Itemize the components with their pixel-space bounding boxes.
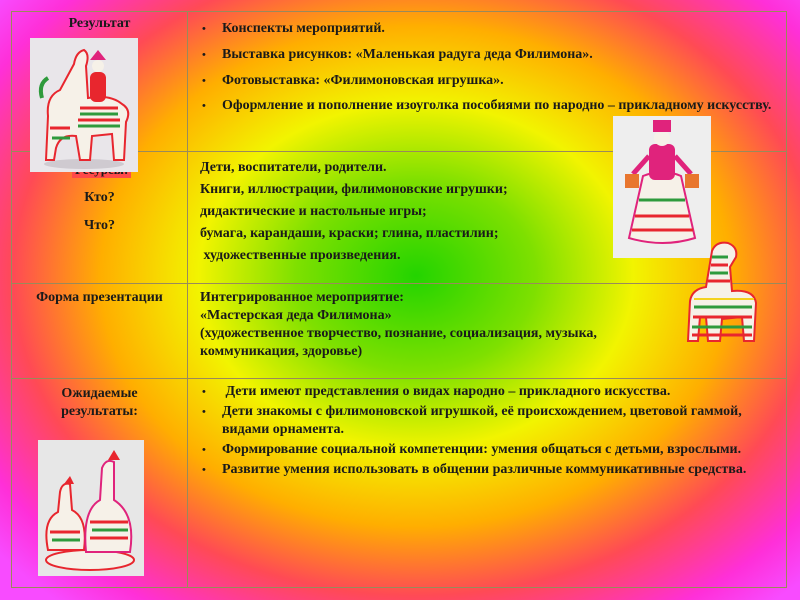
row-presentation — [12, 284, 787, 379]
list-item: • Конспекты мероприятий. — [188, 16, 780, 42]
list-item: • Развитие умения использовать в общении различные коммуникативные средства. — [188, 461, 780, 479]
text-line: Дети, воспитатели, родители. — [200, 160, 387, 175]
text-line: бумага, карандаши, краски; глина, пластилин; — [200, 226, 499, 241]
list-item: • Выставка рисунков: «Маленькая радуга деда Филимона». — [188, 42, 780, 68]
list-item: • Дети имеют представления о видах народно – прикладного искусства. — [188, 383, 780, 401]
text-line: коммуникация, здоровье) — [200, 344, 363, 359]
list-item: • Дети знакомы с филимоновской игрушкой, её происхождением, цветовой гаммой, видами орнамента. — [188, 403, 780, 439]
text-line: Интегрированное мероприятие: — [200, 290, 404, 305]
expected-list — [188, 379, 786, 479]
text-line: (художественное творчество, познание, социализация, музыка, — [200, 326, 597, 341]
label-presentation: Форма презентации — [36, 290, 163, 305]
label-result: Результат — [68, 16, 131, 31]
text-line: художественные произведения. — [200, 248, 401, 263]
label-what: Что? — [84, 218, 115, 233]
list-item: • Формирование социальной компетенции: умения общаться с детьми, взрослыми. — [188, 441, 780, 459]
label-cell-presentation — [12, 284, 188, 379]
content-cell-expected — [188, 379, 787, 588]
roosters-toy-image — [38, 440, 144, 576]
label-who: Кто? — [84, 190, 115, 205]
label-expected: Ожидаемые результаты: — [61, 386, 138, 419]
text-line: Книги, иллюстрации, филимоновские игрушки; — [200, 182, 508, 197]
text-line: дидактические и настольные игры; — [200, 204, 427, 219]
horse-rider-toy-image — [30, 38, 138, 172]
text-line: «Мастерская деда Филимона» — [200, 308, 392, 323]
result-list — [188, 12, 786, 118]
horse-toy-image — [678, 237, 764, 349]
list-item: • Фотовыставка: «Филимоновская игрушка». — [188, 68, 780, 94]
list-item: • Оформление и пополнение изоуголка пособиями по народно – прикладному искусству. — [188, 94, 780, 118]
